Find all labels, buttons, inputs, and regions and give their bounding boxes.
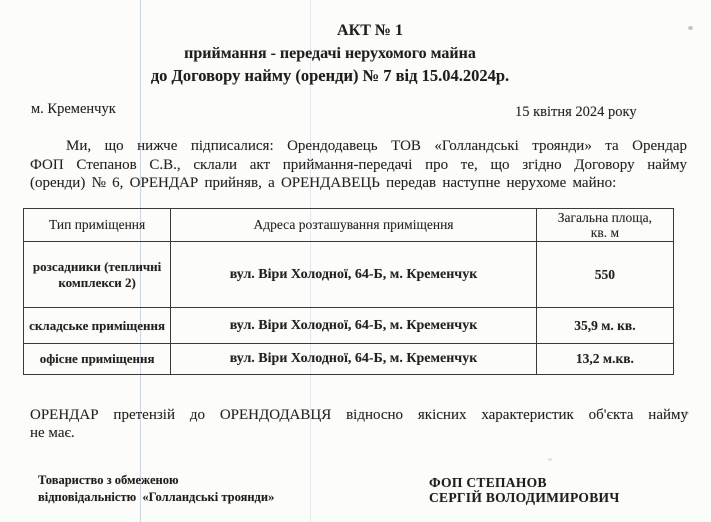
scan-speck — [548, 458, 552, 461]
intro-line: (оренди) № 6, ОРЕНДАР прийняв, а ОРЕНДАВЕЦЬ передав наступне нерухоме майно: — [30, 175, 617, 192]
doc-title: АКТ № 1 — [337, 22, 403, 39]
lessor-name-line: Товариство з обмеженою — [38, 473, 179, 487]
lessee-name-line: ФОП СТЕПАНОВ — [429, 475, 547, 490]
cell-type: складське приміщення — [24, 308, 171, 344]
header-area-line2: кв. м — [590, 225, 619, 240]
lessor-name-line: відповідальністю «Голландські троянди» — [38, 489, 275, 504]
cell-area: 550 — [536, 242, 673, 308]
header-cell-area — [536, 209, 673, 242]
cell-address: вул. Віри Холодної, 64-Б, м. Кременчук — [171, 308, 537, 344]
cell-type: офісне приміщення — [24, 344, 171, 375]
signature-lessor — [38, 472, 274, 505]
property-table — [23, 208, 674, 375]
cell-type: розсадники (тепличні комплекси 2) — [24, 242, 171, 308]
claims-paragraph — [30, 406, 688, 442]
doc-date: 15 квітня 2024 року — [515, 104, 637, 120]
doc-subtitle-line1: приймання - передачі нерухомого майна — [184, 45, 476, 62]
doc-subtitle-line2: до Договору найму (оренди) № 7 від 15.04.2024р. — [150, 66, 510, 85]
cell-area: 35,9 м. кв. — [536, 308, 673, 344]
header-area-line1: Загальна площа, — [557, 210, 653, 225]
intro-line: ФОП Степанов С.В., склали акт приймання-передачі про те, що згідно Договору найму — [30, 156, 687, 173]
cell-address: вул. Віри Холодної, 64-Б, м. Кременчук — [171, 344, 537, 375]
table-row — [24, 308, 674, 344]
claims-line: не має. — [30, 425, 75, 441]
table-row — [24, 344, 674, 375]
signature-lessee — [429, 476, 620, 505]
cell-address: вул. Віри Холодної, 64-Б, м. Кременчук — [171, 242, 537, 308]
header-cell-address: Адреса розташування приміщення — [171, 209, 537, 242]
intro-paragraph — [30, 137, 687, 193]
lessee-name-line: СЕРГІЙ ВОЛОДИМИРОВИЧ — [429, 489, 620, 505]
claims-line: ОРЕНДАР претензій до ОРЕНДОДАВЦЯ відносно якісних характеристик об'єкта найму — [30, 407, 688, 423]
intro-line: Ми, що нижче підписалися: Орендодавець ТОВ «Голландські троянди» та Орендар — [66, 138, 687, 154]
header-cell-type: Тип приміщення — [24, 209, 171, 242]
table-header-row — [24, 209, 674, 242]
cell-area: 13,2 м.кв. — [536, 344, 673, 375]
place-city: м. Кременчук — [31, 101, 116, 117]
table-row — [24, 242, 674, 308]
scan-speck — [688, 26, 693, 30]
